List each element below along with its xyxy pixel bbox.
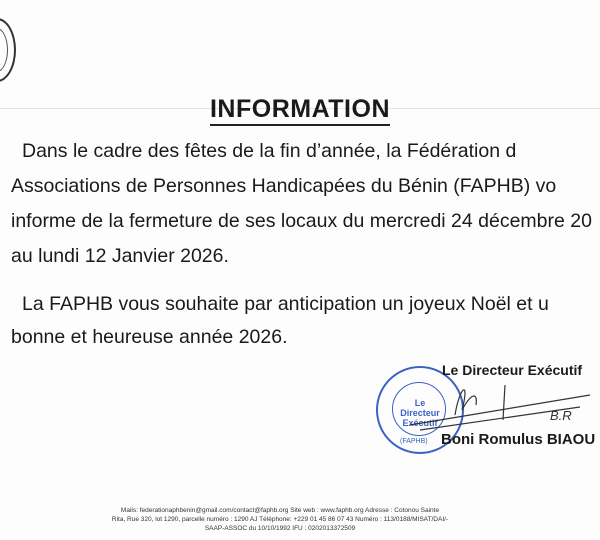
footer-line: Rita, Rue 320, lot 1290, parcelle numéro : 1290 AJ Téléphone: +229 01 45 86 07 43 Numéro : 113/0188/MISAT/DAI/- (111, 516, 449, 523)
document-footer (80, 506, 480, 533)
signatory-role: Le Directeur Exécutif (442, 362, 583, 378)
stamp-text: Le Directeur Exécutif (400, 398, 440, 428)
document-title (0, 95, 600, 124)
paragraph2-line: La FAPHB vous souhaite par anticipation un joyeux Noël et u (22, 293, 549, 315)
paragraph1-line: Dans le cadre des fêtes de la fin d’année, la Fédération d (22, 140, 517, 162)
stamp-bottom-text: (FAPHB) (400, 438, 428, 445)
footer-line: Mails: federationaphbenin@gmail.com/contact@faphb.org Site web : www.faphb.org Adresse : Cotonou Sainte (120, 507, 440, 514)
organization-logo (0, 18, 16, 82)
title-text: INFORMATION (210, 95, 390, 126)
paragraph1-line: Associations de Personnes Handicapées du Bénin (FAPHB) vo (11, 175, 557, 197)
handwritten-signature (400, 375, 600, 435)
signatory-name: Boni Romulus BIAOU (441, 431, 596, 448)
footer-line: SAAP-ASSOC du 10/10/1992 IFU : 0202013372509 (204, 525, 356, 532)
signature-initials: B.R (550, 408, 572, 423)
paragraph1-line: au lundi 12 Janvier 2026. (11, 245, 229, 267)
paragraph1-line: informe de la fermeture de ses locaux du mercredi 24 décembre 20 (11, 210, 592, 232)
paragraph2-line: bonne et heureuse année 2026. (11, 326, 288, 348)
